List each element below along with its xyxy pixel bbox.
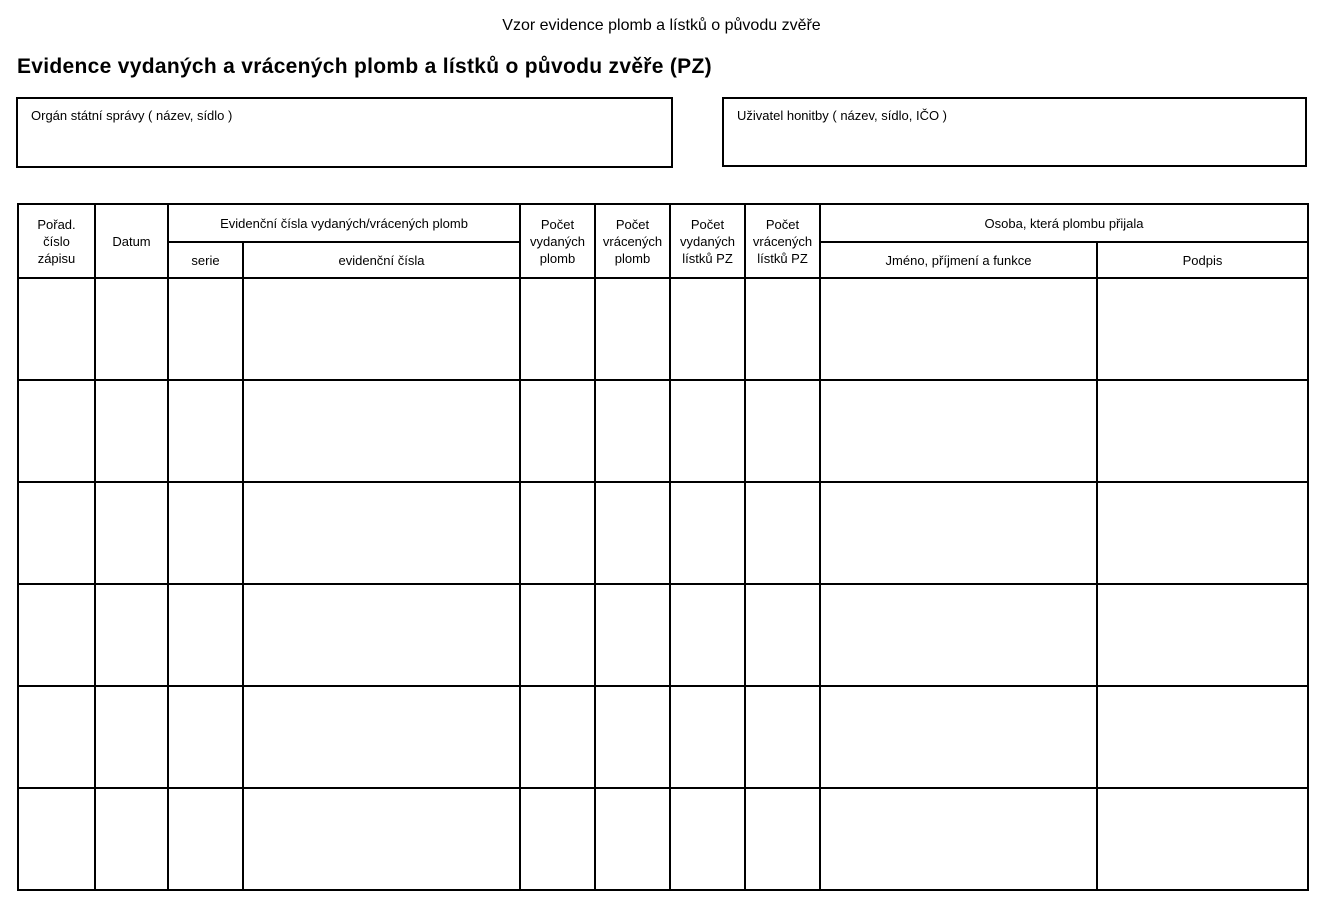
table-row <box>18 686 1308 788</box>
header-issued-seals-line2: vydaných <box>530 233 585 249</box>
header-returned-pz-line2: vrácených <box>752 233 813 249</box>
table-row <box>18 380 1308 482</box>
serie-cell[interactable] <box>168 380 243 482</box>
returned-seals-cell[interactable] <box>595 278 670 380</box>
person-name-cell[interactable] <box>820 482 1097 584</box>
document-caption <box>0 17 1323 35</box>
issued-pz-cell[interactable] <box>670 278 745 380</box>
serie-cell[interactable] <box>168 686 243 788</box>
evidence-numbers-cell[interactable] <box>243 584 520 686</box>
header-evidence-group: Evidenční čísla vydaných/vrácených plomb <box>168 204 520 242</box>
header-returned-pz-line3: lístků PZ <box>757 250 808 266</box>
returned-pz-cell[interactable] <box>745 584 820 686</box>
header-returned-seals-line3: plomb <box>614 250 651 266</box>
date-cell[interactable] <box>95 788 168 890</box>
returned-pz-cell[interactable] <box>745 380 820 482</box>
date-cell[interactable] <box>95 380 168 482</box>
header-returned-seals-line1: Počet <box>615 216 650 232</box>
issued-seals-cell[interactable] <box>520 788 595 890</box>
header-order-line2: číslo <box>43 233 70 249</box>
returned-seals-cell[interactable] <box>595 686 670 788</box>
issued-pz-cell[interactable] <box>670 788 745 890</box>
evidence-numbers-cell[interactable] <box>243 482 520 584</box>
header-issued-seals <box>520 204 595 278</box>
serie-cell[interactable] <box>168 584 243 686</box>
document-caption-text: Vzor evidence plomb a lístků o původu zvěře <box>502 17 821 34</box>
evidence-numbers-cell[interactable] <box>243 788 520 890</box>
header-serie: serie <box>168 242 243 278</box>
issued-seals-cell[interactable] <box>520 380 595 482</box>
header-returned-seals <box>595 204 670 278</box>
returned-seals-cell[interactable] <box>595 584 670 686</box>
returned-pz-cell[interactable] <box>745 788 820 890</box>
issued-seals-cell[interactable] <box>520 482 595 584</box>
header-order-number <box>18 204 95 278</box>
evidence-numbers-cell[interactable] <box>243 380 520 482</box>
serie-cell[interactable] <box>168 788 243 890</box>
serie-cell[interactable] <box>168 278 243 380</box>
records-table <box>17 203 1309 891</box>
signature-cell[interactable] <box>1097 788 1308 890</box>
authority-box[interactable] <box>16 97 673 168</box>
authority-label: Orgán státní správy ( název, sídlo ) <box>31 108 233 123</box>
header-issued-pz-line1: Počet <box>690 216 725 232</box>
table-row <box>18 482 1308 584</box>
returned-pz-cell[interactable] <box>745 482 820 584</box>
hunting-ground-user-box[interactable] <box>722 97 1307 167</box>
table-row <box>18 278 1308 380</box>
evidence-numbers-cell[interactable] <box>243 278 520 380</box>
date-cell[interactable] <box>95 584 168 686</box>
table-row <box>18 584 1308 686</box>
header-order-line3: zápisu <box>37 250 76 266</box>
person-name-cell[interactable] <box>820 584 1097 686</box>
person-name-cell[interactable] <box>820 380 1097 482</box>
serie-cell[interactable] <box>168 482 243 584</box>
returned-pz-cell[interactable] <box>745 686 820 788</box>
header-issued-pz-line2: vydaných <box>680 233 735 249</box>
order-number-cell[interactable] <box>18 380 95 482</box>
header-issued-pz-line3: lístků PZ <box>682 250 733 266</box>
header-person-group: Osoba, která plombu přijala <box>820 204 1308 242</box>
signature-cell[interactable] <box>1097 278 1308 380</box>
issued-seals-cell[interactable] <box>520 686 595 788</box>
returned-seals-cell[interactable] <box>595 788 670 890</box>
order-number-cell[interactable] <box>18 482 95 584</box>
header-row <box>18 204 1308 242</box>
issued-seals-cell[interactable] <box>520 278 595 380</box>
issued-pz-cell[interactable] <box>670 482 745 584</box>
order-number-cell[interactable] <box>18 584 95 686</box>
document-title: Evidence vydaných a vrácených plomb a lístků o původu zvěře (PZ) <box>17 55 712 78</box>
issued-pz-cell[interactable] <box>670 584 745 686</box>
header-order-line1: Pořad. <box>37 216 76 232</box>
signature-cell[interactable] <box>1097 584 1308 686</box>
header-evidence-numbers: evidenční čísla <box>243 242 520 278</box>
table-row <box>18 788 1308 890</box>
header-returned-seals-line2: vrácených <box>602 233 663 249</box>
order-number-cell[interactable] <box>18 686 95 788</box>
header-person-name: Jméno, příjmení a funkce <box>820 242 1097 278</box>
signature-cell[interactable] <box>1097 686 1308 788</box>
header-returned-pz <box>745 204 820 278</box>
order-number-cell[interactable] <box>18 278 95 380</box>
header-issued-seals-line3: plomb <box>539 250 576 266</box>
signature-cell[interactable] <box>1097 482 1308 584</box>
issued-pz-cell[interactable] <box>670 686 745 788</box>
date-cell[interactable] <box>95 278 168 380</box>
date-cell[interactable] <box>95 686 168 788</box>
issued-pz-cell[interactable] <box>670 380 745 482</box>
header-issued-seals-line1: Počet <box>540 216 575 232</box>
order-number-cell[interactable] <box>18 788 95 890</box>
issued-seals-cell[interactable] <box>520 584 595 686</box>
person-name-cell[interactable] <box>820 278 1097 380</box>
person-name-cell[interactable] <box>820 788 1097 890</box>
evidence-numbers-cell[interactable] <box>243 686 520 788</box>
signature-cell[interactable] <box>1097 380 1308 482</box>
returned-seals-cell[interactable] <box>595 380 670 482</box>
header-issued-pz <box>670 204 745 278</box>
returned-pz-cell[interactable] <box>745 278 820 380</box>
header-signature: Podpis <box>1097 242 1308 278</box>
hunting-ground-user-label: Uživatel honitby ( název, sídlo, IČO ) <box>737 108 948 123</box>
header-date: Datum <box>95 204 168 278</box>
header-returned-pz-line1: Počet <box>765 216 800 232</box>
person-name-cell[interactable] <box>820 686 1097 788</box>
returned-seals-cell[interactable] <box>595 482 670 584</box>
date-cell[interactable] <box>95 482 168 584</box>
